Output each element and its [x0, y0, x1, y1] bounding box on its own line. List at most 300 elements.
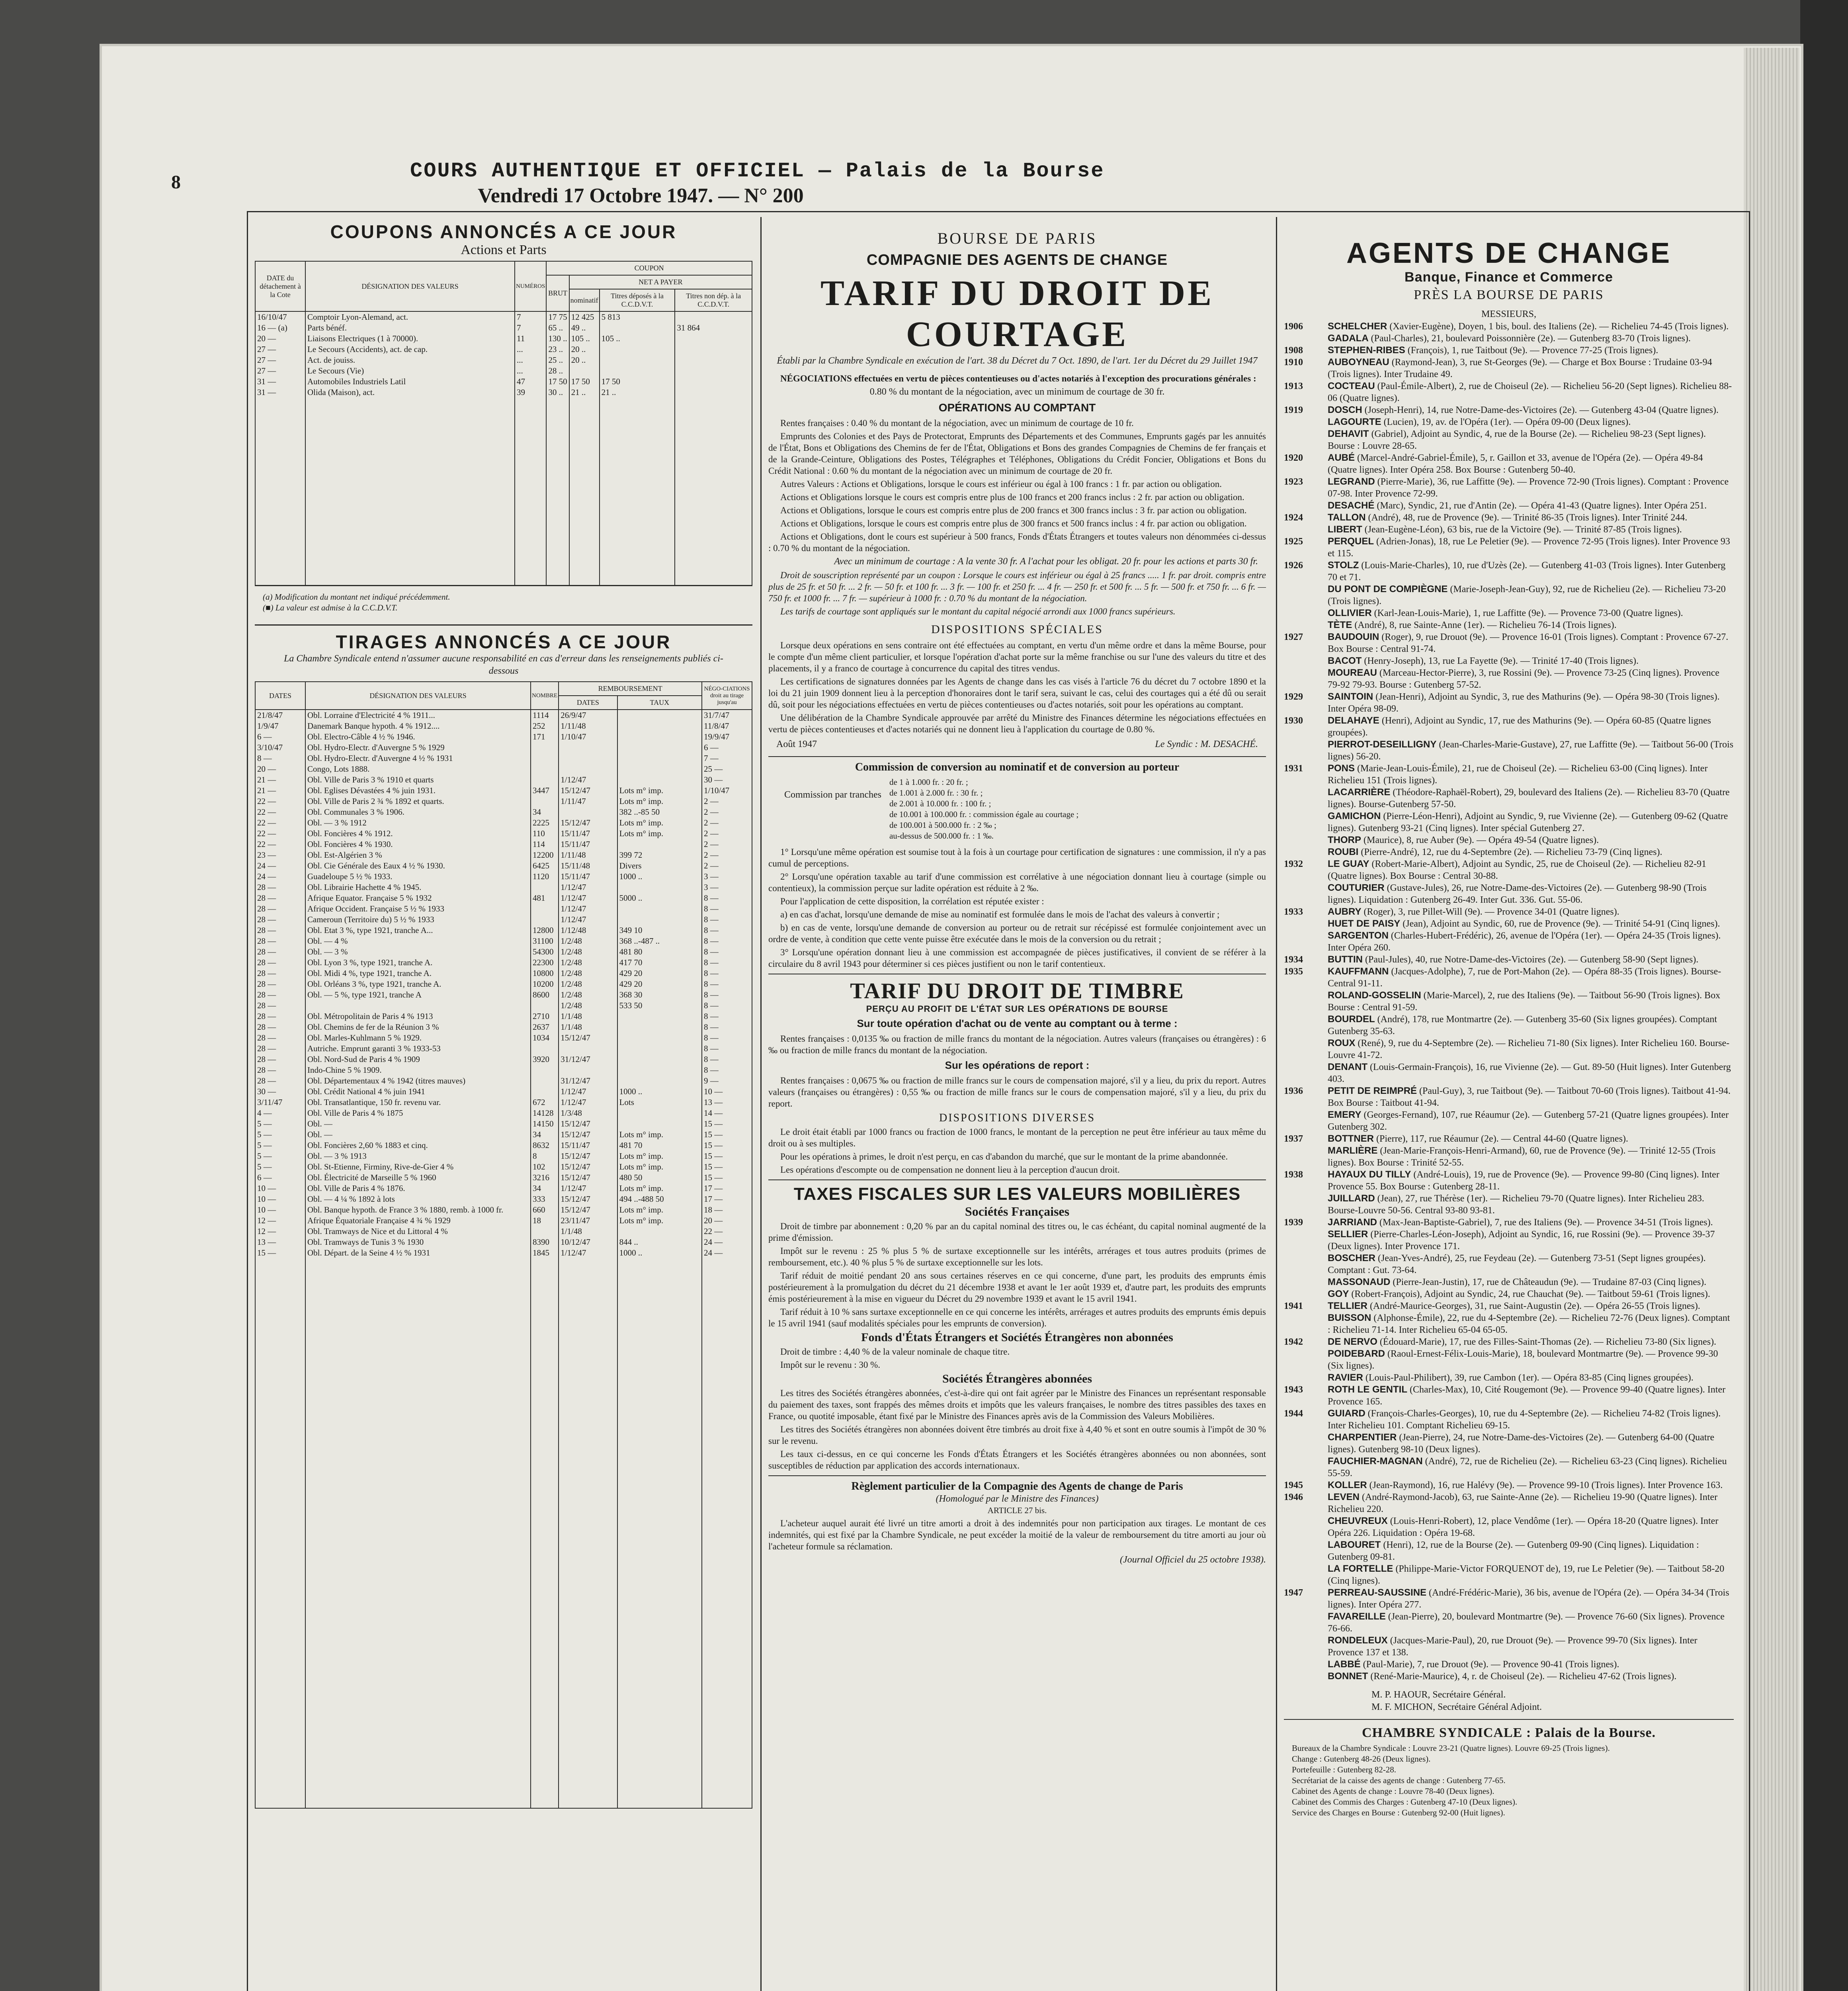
agent-details: (Jean-Pierre), 24, rue Notre-Dame-des-Victoires (2e). — Gutenberg 64-00 (Quatre lignes). Gutenberg 98-10 (Deux lignes). [1328, 1432, 1715, 1455]
tirage-cell-neg: 15 — [702, 1162, 752, 1172]
coupon-cell-date: 27 — [255, 355, 305, 366]
tirage-cell-designation: Congo, Lots 1888. [305, 764, 531, 774]
tirage-cell-date: 15 — [255, 1248, 305, 1258]
agent-name: LIBERT [1328, 524, 1362, 535]
page-header [171, 155, 1684, 215]
tirage-cell-date: 5 — [255, 1151, 305, 1162]
agent-details: (René), 9, rue du 4-Septembre (2e). — Richelieu 71-80 (Six lignes). Inter Richelieu 160. Bourse-Louvre 41-72. [1328, 1038, 1730, 1060]
tirage-cell-date: 6 — [255, 1172, 305, 1183]
tirage-cell-date: 3/11/47 [255, 1097, 305, 1108]
tirage-cell-neg: 8 — [702, 1033, 752, 1043]
tirage-cell-date: 28 — [255, 968, 305, 979]
tirage-cell-date: 28 — [255, 882, 305, 893]
tirage-cell-nombre: 333 [531, 1194, 559, 1205]
coupon-cell-nondep [675, 311, 752, 323]
tirage-cell-date: 22 — [255, 818, 305, 828]
agent-details: (Max-Jean-Baptiste-Gabriel), 7, rue des Italiens (9e). — Provence 34-51 (Trois lignes). [1379, 1217, 1713, 1228]
col-header-coupon: COUPON [546, 261, 752, 275]
coupon-cell-nondep [675, 333, 752, 344]
courtage-oper-para: Actions et Obligations, lorsque le cours est compris entre plus de 200 francs et 300 francs inclus : 3 fr. par action ou obligation. [780, 505, 1247, 515]
agent-year: 1946 [1284, 1492, 1303, 1502]
tirage-cell-rdate: 15/11/48 [559, 861, 617, 871]
tirage-cell-nombre: 1120 [531, 871, 559, 882]
agent-name: LABOURET [1328, 1539, 1381, 1550]
agent-details: (Henri), 12, rue de la Bourse (2e). — Gutenberg 09-90 (Cinq lignes). Liquidation : Gutenberg 09-81. [1328, 1540, 1699, 1562]
tirage-cell-neg: 8 — [702, 914, 752, 925]
agent-details: (François), 1, rue Taitbout (9e). — Provence 77-25 (Trois lignes). [1407, 345, 1659, 356]
courtage-oper-para: Actions et Obligations, lorsque le cours est compris entre plus de 300 francs et 500 francs inclus : 4 fr. par action ou obligation. [780, 518, 1247, 528]
tirage-cell-designation: Obl. Ville de Paris 4 % 1876. [305, 1183, 531, 1194]
tirage-row [255, 871, 752, 882]
tirage-cell-neg: 8 — [702, 904, 752, 914]
tirage-cell-date: 12 — [255, 1215, 305, 1226]
tirages-table [255, 681, 752, 1809]
tirage-cell-designation: Obl. — 4 ¼ % 1892 à lots [305, 1194, 531, 1205]
tirage-cell-rdate: 1/2/48 [559, 1000, 617, 1011]
conversion-title: Commission de conversion au nominatif et de conversion au porteur [855, 761, 1180, 773]
tirage-cell-neg: 6 — [702, 742, 752, 753]
tirage-cell-date: 12 — [255, 1226, 305, 1237]
coupon-cell-designation: Le Secours (Accidents), act. de cap. [305, 344, 515, 355]
tirage-cell-date: 21/8/47 [255, 710, 305, 721]
tirage-cell-rdate: 1/11/47 [559, 796, 617, 807]
chambre-line: Cabinet des Agents de change : Louvre 78-40 (Deux lignes). [1292, 1786, 1494, 1796]
agent-details: (Karl-Jean-Louis-Marie), 1, rue Laffitte (9e). — Provence 73-00 (Quatre lignes). [1374, 608, 1683, 618]
tirage-cell-designation: Obl. Électricité de Marseille 5 % 1960 [305, 1172, 531, 1183]
coupon-cell-nondep [675, 344, 752, 355]
coupon-cell-num: 7 [515, 311, 546, 323]
tirage-row [255, 1086, 752, 1097]
agent-name: LA FORTELLE [1328, 1563, 1393, 1574]
agent-entry [1284, 858, 1734, 882]
agent-entry [1284, 954, 1734, 966]
taxes-sub1: Sociétés Françaises [965, 1204, 1070, 1218]
col-header-taux: TAUX [617, 696, 702, 710]
tirage-cell-nombre: 481 [531, 893, 559, 904]
tirage-cell-rdate: 1/2/48 [559, 990, 617, 1000]
tirage-row [255, 774, 752, 785]
tirage-cell-taux [617, 1054, 702, 1065]
agent-details: (André-Maurice-Georges), 31, rue Saint-Augustin (2e). — Opéra 26-55 (Trois lignes). [1370, 1301, 1700, 1311]
reglement-title: Règlement particulier de la Compagnie des Agents de change de Paris [851, 1480, 1183, 1492]
tirage-cell-taux: 349 10 [617, 925, 702, 936]
column-coupons-tirages [255, 217, 752, 1809]
tirage-row [255, 1237, 752, 1248]
tirage-cell-neg: 8 — [702, 947, 752, 957]
courtage-oper-paras [768, 417, 1266, 554]
agent-entry [1284, 452, 1734, 476]
tirage-cell-date: 20 — [255, 764, 305, 774]
agent-name: CHARPENTIER [1328, 1432, 1397, 1443]
tirage-cell-rdate: 1/12/47 [559, 893, 617, 904]
agent-entry [1284, 1109, 1734, 1133]
tirage-cell-designation: Obl. Chemins de fer de la Réunion 3 % [305, 1022, 531, 1033]
tirage-cell-date: 28 — [255, 914, 305, 925]
agent-entry [1284, 1372, 1734, 1384]
tirage-row [255, 807, 752, 818]
tirage-cell-rdate: 15/12/47 [559, 1205, 617, 1215]
col-header-net: NET A PAYER [569, 275, 752, 289]
tirage-cell-date: 23 — [255, 850, 305, 861]
coupon-cell-designation: Liaisons Electriques (1 à 70000). [305, 333, 515, 344]
col-header-deposes: Titres déposés à la C.C.D.V.T. [600, 289, 675, 311]
agent-entry [1284, 1276, 1734, 1288]
coupon-cell-dep: 5 813 [600, 311, 675, 323]
tirage-cell-designation: Obl. Etat 3 %, type 1921, tranche A... [305, 925, 531, 936]
col-header-designation: DÉSIGNATION DES VALEURS [305, 682, 531, 710]
tirage-cell-date: 24 — [255, 871, 305, 882]
tirage-cell-taux [617, 904, 702, 914]
agent-year: 1945 [1284, 1480, 1303, 1490]
col-header-dates-remb: DATES [559, 696, 617, 710]
tirage-cell-nombre: 3447 [531, 785, 559, 796]
agent-year: 1920 [1284, 453, 1303, 463]
tirage-cell-nombre: 8632 [531, 1140, 559, 1151]
agent-name: BUTTIN [1328, 954, 1363, 965]
tirage-cell-date: 5 — [255, 1140, 305, 1151]
tirage-cell-nombre: 14128 [531, 1108, 559, 1119]
coupon-cell-dep: 21 .. [600, 387, 675, 398]
reglement-subtitle: (Homologué par le Ministre des Finances) [936, 1494, 1099, 1504]
courtage-signature: Le Syndic : M. DESACHÉ. [1155, 739, 1258, 749]
courtage-souscription: Droit de souscription représenté par un coupon : Lorsque le cours est inférieur ou égal à 25 francs ..... 1 fr. par droit. compris entre plus de 25 fr. et 50 fr. ... 2 fr. — 50 fr. et 100 fr. ... 3 fr. — 100 fr. et 250 fr. ... 4 fr. — 250 fr. et 500 fr. ... 5 fr. — 500 fr. et 750 fr. ... 6 fr. — 750 fr. et 1000 fr. ... 7 fr. — supérieur à 1000 fr. : 0.70 % du montant de la négociation. [768, 570, 1266, 603]
coupons-title: COUPONS ANNONCÉS A CE JOUR [330, 221, 677, 242]
tirage-cell-designation: Cameroun (Territoire du) 5 ½ % 1933 [305, 914, 531, 925]
agent-entry [1284, 1611, 1734, 1635]
conversion-para: Pour l'application de cette disposition, la corrélation est réputée exister : [780, 896, 1044, 906]
coupon-cell-num: 11 [515, 333, 546, 344]
agent-entry [1284, 763, 1734, 786]
agent-entry [1284, 356, 1734, 380]
tirage-cell-taux: Lots m° imp. [617, 1215, 702, 1226]
tirage-row [255, 710, 752, 721]
tirage-cell-date: 28 — [255, 904, 305, 914]
tirage-row [255, 1054, 752, 1065]
tirage-cell-neg: 19/9/47 [702, 731, 752, 742]
tirage-cell-neg: 2 — [702, 807, 752, 818]
agent-details: (René-Marie-Maurice), 4, r. de Choiseul (2e). — Richelieu 47-62 (Trois lignes). [1370, 1671, 1677, 1682]
agent-entry [1284, 1312, 1734, 1336]
tirage-cell-nombre: 8600 [531, 990, 559, 1000]
tirage-cell-neg: 8 — [702, 1022, 752, 1033]
agents-title: AGENTS DE CHANGE [1346, 237, 1672, 269]
coupon-cell-dep [600, 355, 675, 366]
agent-details: (André-Raymond-Jacob), 63, rue Sainte-Anne (2e). — Richelieu 19-90 (Quatre lignes). Inter Richelieu 220. [1328, 1492, 1718, 1514]
agent-year: 1924 [1284, 512, 1303, 523]
tirage-cell-rdate: 15/12/47 [559, 1151, 617, 1162]
coupon-row [255, 311, 752, 323]
coupon-cell-dep [600, 323, 675, 333]
agent-entry [1284, 655, 1734, 667]
taxes-paras2 [768, 1346, 1266, 1371]
tirage-cell-nombre: 12200 [531, 850, 559, 861]
agent-name: PERREAU-SAUSSINE [1328, 1587, 1427, 1598]
tirage-cell-nombre [531, 753, 559, 764]
tirage-cell-nombre: 110 [531, 828, 559, 839]
tirage-cell-date: 21 — [255, 774, 305, 785]
agent-details: (Marceau-Hector-Pierre), 3, rue Rossini (9e). — Provence 73-25 (Cinq lignes). Provence 79-92 79-93. Bourse : Gutenberg 57-52. [1328, 668, 1719, 690]
agent-details: (André), 8, rue Sainte-Anne (1er). — Richelieu 76-14 (Trois lignes). [1354, 620, 1617, 630]
coupon-cell-num: 39 [515, 387, 546, 398]
agent-year: 1933 [1284, 907, 1303, 917]
agent-name: ROUX [1328, 1038, 1356, 1048]
agent-entry [1284, 1061, 1734, 1085]
agents-list [1284, 321, 1734, 1682]
timbre-dispo-para: Pour les opérations à primes, le droit n'est perçu, en cas d'abandon du marché, que sur le montant de la prime abandonnée. [780, 1152, 1228, 1162]
agent-name: DESACHÉ [1328, 500, 1375, 511]
courtage-dispo-title: DISPOSITIONS SPÉCIALES [931, 623, 1103, 636]
tirage-row [255, 925, 752, 936]
tirage-cell-designation: Danemark Banque hypoth. 4 % 1912.... [305, 721, 531, 731]
tirage-cell-designation: Obl. — [305, 1129, 531, 1140]
agent-name: BONNET [1328, 1671, 1368, 1682]
timbre-dispo-paras [768, 1126, 1266, 1175]
tirage-cell-designation: Obl. Midi 4 %, type 1921, tranche A. [305, 968, 531, 979]
tirage-cell-date: 21 — [255, 785, 305, 796]
tirage-cell-designation: Obl. Départ. de la Seine 4 ½ % 1931 [305, 1248, 531, 1258]
conversion-tranches [889, 777, 1078, 841]
tirage-cell-nombre: 1114 [531, 710, 559, 721]
coupon-cell-nondep [675, 376, 752, 387]
conversion-label: Commission par tranches [784, 790, 881, 800]
tirage-cell-nombre [531, 914, 559, 925]
tirage-cell-designation: Obl. Librairie Hachette 4 % 1945. [305, 882, 531, 893]
coupon-cell-brut: 28 .. [546, 366, 569, 376]
tirage-cell-neg: 31/7/47 [702, 710, 752, 721]
tirage-cell-taux: Lots m° imp. [617, 1183, 702, 1194]
coupon-cell-nondep [675, 355, 752, 366]
coupon-cell-designation: Comptoir Lyon-Alemand, act. [305, 311, 515, 323]
tirage-row [255, 1119, 752, 1129]
tirage-cell-taux: 382 ..-85 50 [617, 807, 702, 818]
agent-entry [1284, 1491, 1734, 1515]
tirage-cell-neg: 2 — [702, 850, 752, 861]
tirage-cell-nombre [531, 774, 559, 785]
agent-details: (Alphonse-Émile), 22, rue du 4-Septembre (2e). — Richelieu 72-76 (Deux lignes). Comptant : Richelieu 71-14. Inter Richelieu 65-04 65-05. [1328, 1313, 1730, 1335]
tirage-cell-designation: Obl. Lorraine d'Electricité 4 % 1911... [305, 710, 531, 721]
coupon-cell-date: 20 — [255, 333, 305, 344]
tirage-cell-designation: Obl. — 5 %, type 1921, tranche A [305, 990, 531, 1000]
agent-details: (Théodore-Raphaël-Robert), 29, boulevard des Italiens (2e). — Richelieu 83-70 (Quatre lignes). Bourse-Gutenberg 57-50. [1328, 787, 1730, 810]
agent-year: 1939 [1284, 1217, 1303, 1228]
tirage-cell-nombre: 3920 [531, 1054, 559, 1065]
coupon-cell-nom: 21 .. [569, 387, 600, 398]
agent-name: FAUCHIER-MAGNAN [1328, 1456, 1423, 1467]
tirage-cell-rdate: 1/12/47 [559, 1183, 617, 1194]
tirage-cell-neg: 8 — [702, 925, 752, 936]
tirage-cell-date: 10 — [255, 1194, 305, 1205]
tirage-cell-designation: Obl. Tramways de Tunis 3 % 1930 [305, 1237, 531, 1248]
tirage-cell-date: 28 — [255, 936, 305, 947]
column-divider [1276, 217, 1277, 1991]
tirage-cell-rdate: 31/12/47 [559, 1076, 617, 1086]
agent-details: (Paul-Marie), 7, rue Drouot (9e). — Provence 90-41 (Trois lignes). [1363, 1659, 1619, 1670]
courtage-kicker: BOURSE DE PARIS [937, 229, 1097, 247]
tirage-cell-rdate: 15/12/47 [559, 1162, 617, 1172]
agent-details: (Gustave-Jules), 26, rue Notre-Dame-des-Victoires (2e). — Gutenberg 98-90 (Trois lignes). Liquidation : Gutenberg 26-49. Inter Gut. 336. Gut. 55-06. [1328, 883, 1707, 905]
coupon-cell-brut: 17 50 [546, 376, 569, 387]
tirage-cell-designation: Afrique Equator. Française 5 % 1932 [305, 893, 531, 904]
tirage-cell-rdate [559, 807, 617, 818]
agent-name: POIDEBARD [1328, 1348, 1385, 1359]
agent-name: BOSCHER [1328, 1253, 1376, 1263]
tirage-cell-designation: Obl. Foncières 2,60 % 1883 et cinq. [305, 1140, 531, 1151]
agent-details: (Édouard-Marie), 17, rue des Filles-Saint-Thomas (2e). — Richelieu 73-80 (Six lignes). [1379, 1337, 1717, 1347]
tirage-cell-nombre [531, 1065, 559, 1076]
conversion-tranche: de 1 à 1.000 fr. : 20 fr. ; [889, 777, 968, 787]
agent-entry [1284, 1252, 1734, 1276]
agent-details: (Pierre), 117, rue Réaumur (2e). — Central 44-60 (Quatre lignes). [1376, 1134, 1628, 1144]
agent-year: 1923 [1284, 477, 1303, 487]
taxes-paras3 [768, 1387, 1266, 1471]
tirage-cell-date: 5 — [255, 1129, 305, 1140]
tirage-cell-rdate: 15/12/47 [559, 818, 617, 828]
tirage-row [255, 796, 752, 807]
agent-year: 1926 [1284, 560, 1303, 571]
conversion-para: b) en cas de vente, lorsqu'une demande de conversion au porteur ou de retrait sur récépissé est formulée conjointement avec un ordre de vente, à condition que cette vente puisse être exécutée dans le mois de la conversion ou du retrait ; [768, 923, 1266, 944]
tirage-cell-date: 28 — [255, 947, 305, 957]
coupon-cell-dep [600, 366, 675, 376]
tirage-cell-date: 10 — [255, 1205, 305, 1215]
agent-entry [1284, 667, 1734, 691]
agent-entry [1284, 404, 1734, 416]
tirage-cell-date: 6 — [255, 731, 305, 742]
agent-year: 1932 [1284, 859, 1303, 869]
agent-name: AUBOYNEAU [1328, 357, 1389, 368]
courtage-signoff [768, 737, 1266, 752]
agent-details: (Jacques-Adolphe), 7, rue de Port-Mahon (2e). — Opéra 88-35 (Trois lignes). Bourse-Central 91-11. [1328, 966, 1721, 989]
tirage-cell-nombre: 12800 [531, 925, 559, 936]
agent-details: (Raoul-Ernest-Félix-Louis-Marie), 18, boulevard Montmartre (9e). — Provence 99-30 (Six lignes). [1328, 1349, 1718, 1371]
agent-name: SELLIER [1328, 1229, 1368, 1240]
tirage-row [255, 742, 752, 753]
tirage-cell-rdate: 1/1/48 [559, 1011, 617, 1022]
tirage-cell-rdate: 15/12/47 [559, 1172, 617, 1183]
tirage-cell-taux: Lots m° imp. [617, 785, 702, 796]
coupon-cell-brut: 23 .. [546, 344, 569, 355]
tirage-cell-neg: 15 — [702, 1172, 752, 1183]
tirage-cell-neg: 17 — [702, 1183, 752, 1194]
tirage-row [255, 861, 752, 871]
tirage-row [255, 904, 752, 914]
coupons-note: (a) Modification du montant net indiqué précédemment. [263, 592, 450, 602]
agent-name: RAVIER [1328, 1372, 1363, 1383]
tirage-cell-neg: 8 — [702, 936, 752, 947]
tirage-cell-date: 22 — [255, 839, 305, 850]
tirage-cell-date: 22 — [255, 796, 305, 807]
tirage-cell-taux [617, 839, 702, 850]
agent-year: 1906 [1284, 321, 1303, 332]
tirage-cell-nombre [531, 742, 559, 753]
tirage-cell-taux [617, 721, 702, 731]
tirage-cell-designation: Obl. Ville de Paris 4 % 1875 [305, 1108, 531, 1119]
tirage-row [255, 914, 752, 925]
agent-details: (Paul-Guy), 3, rue Taitbout (9e). — Taitbout 70-60 (Trois lignes). Taitbout 41-94. Box Bourse : Taitbout 41-94. [1328, 1086, 1731, 1108]
agent-entry [1284, 906, 1734, 918]
tirage-row [255, 764, 752, 774]
tirage-cell-taux: Lots m° imp. [617, 1205, 702, 1215]
tirage-row [255, 1076, 752, 1086]
tirage-cell-designation: Obl. Ville de Paris 3 % 1910 et quarts [305, 774, 531, 785]
coupon-cell-brut: 65 .. [546, 323, 569, 333]
chambre-line: Cabinet des Commis des Charges : Gutenberg 47-10 (Deux lignes). [1292, 1797, 1518, 1807]
agent-year: 1931 [1284, 763, 1303, 774]
tirage-cell-date: 28 — [255, 990, 305, 1000]
tirage-row [255, 1162, 752, 1172]
tirage-cell-taux: Lots m° imp. [617, 796, 702, 807]
agent-year: 1925 [1284, 536, 1303, 547]
agent-details: (Adrien-Jonas), 18, rue Le Peletier (9e). — Provence 72-95 (Trois lignes). Inter Provence 93 et 115. [1328, 536, 1730, 559]
tirage-cell-date: 10 — [255, 1183, 305, 1194]
coupon-cell-designation: Parts bénéf. [305, 323, 515, 333]
tirage-cell-taux: 429 20 [617, 979, 702, 990]
tirage-cell-rdate [559, 764, 617, 774]
tirage-cell-rdate: 1/1/48 [559, 1022, 617, 1033]
chambre-title: CHAMBRE SYNDICALE : Palais de la Bourse. [1362, 1725, 1656, 1740]
agent-details: (Jean-Marie-François-Henri-Armand), 60, rue de Provence (9e). — Trinité 12-55 (Trois lignes). Box Bourse : Trinité 52-55. [1328, 1146, 1716, 1168]
chambre-line: Bureaux de la Chambre Syndicale : Louvre 23-21 (Quatre lignes). Louvre 69-25 (Trois lignes). [1292, 1743, 1610, 1753]
coupon-row [255, 366, 752, 376]
tirage-cell-designation: Obl. Foncières 4 % 1912. [305, 828, 531, 839]
agent-entry [1284, 1013, 1734, 1037]
tirage-cell-nombre [531, 904, 559, 914]
agent-year: 1919 [1284, 405, 1303, 415]
tirage-cell-designation: Obl. — 3 % 1912 [305, 818, 531, 828]
agent-details: (Jean-Charles-Marie-Gustave), 27, rue Laffitte (9e). — Taitbout 56-00 (Trois lignes) 56-20. [1328, 739, 1734, 762]
courtage-oper-para: Actions et Obligations lorsque le cours est compris entre plus de 100 francs et 200 francs inclus : 2 fr. par action ou obligation. [780, 492, 1244, 502]
tirage-cell-rdate: 1/1/48 [559, 1226, 617, 1237]
tirage-cell-rdate: 1/11/48 [559, 850, 617, 861]
tirage-row [255, 947, 752, 957]
coupon-cell-brut: 30 .. [546, 387, 569, 398]
agent-entry [1284, 416, 1734, 428]
agent-details: (Paul-Émile-Albert), 2, rue de Choiseul (2e). — Richelieu 56-20 (Sept lignes). Richelieu 88-06 (Quatre lignes). [1328, 381, 1732, 403]
agent-details: (Lucien), 19, av. de l'Opéra (1er). — Opéra 09-00 (Deux lignes). [1383, 417, 1631, 427]
tirage-cell-neg: 8 — [702, 1011, 752, 1022]
agent-entry [1284, 1432, 1734, 1455]
coupon-cell-nondep [675, 366, 752, 376]
tirage-cell-neg: 22 — [702, 1226, 752, 1237]
tirage-cell-taux: 1000 .. [617, 1086, 702, 1097]
agent-name: CHEUVREUX [1328, 1516, 1388, 1526]
col-header-nombre: NOMBRE [531, 682, 559, 710]
tirage-cell-nombre: 660 [531, 1205, 559, 1215]
agent-name: TELLIER [1328, 1301, 1367, 1311]
tirage-cell-neg: 10 — [702, 1086, 752, 1097]
tirage-cell-taux: Divers [617, 861, 702, 871]
tirage-cell-taux: 368 ..-487 .. [617, 936, 702, 947]
coupons-notes [255, 586, 752, 619]
tirage-cell-neg: 8 — [702, 979, 752, 990]
agent-entry [1284, 631, 1734, 655]
tirage-cell-designation: Obl. — 4 % [305, 936, 531, 947]
agent-details: (Marie-Marcel), 2, rue des Italiens (9e). — Taitbout 56-90 (Trois lignes). Box Bourse : Central 91-59. [1328, 990, 1721, 1013]
timbre-sub1: Sur toute opération d'achat ou de vente au comptant ou à terme : [857, 1017, 1178, 1029]
tirage-cell-date: 28 — [255, 957, 305, 968]
tirages-title: TIRAGES ANNONCÉS A CE JOUR [336, 632, 672, 652]
tirage-cell-rdate: 1/2/48 [559, 979, 617, 990]
agent-year: 1937 [1284, 1134, 1303, 1144]
agent-entry [1284, 559, 1734, 583]
col-header-designation: DÉSIGNATION DES VALEURS [305, 261, 515, 311]
coupon-cell-num: ... [515, 366, 546, 376]
agent-name: ROTH LE GENTIL [1328, 1384, 1407, 1395]
agent-details: (Marcel-André-Gabriel-Émile), 5, r. Gaillon et 33, avenue de l'Opéra (2e). — Opéra 49-84 (Quatre lignes). Inter Opéra 258. Box Bourse : Gutenberg 50-40. [1328, 453, 1703, 475]
tirage-cell-neg: 2 — [702, 839, 752, 850]
tirage-cell-taux [617, 742, 702, 753]
agent-name: HUET DE PAISY [1328, 918, 1401, 929]
agent-year: 1908 [1284, 345, 1303, 356]
